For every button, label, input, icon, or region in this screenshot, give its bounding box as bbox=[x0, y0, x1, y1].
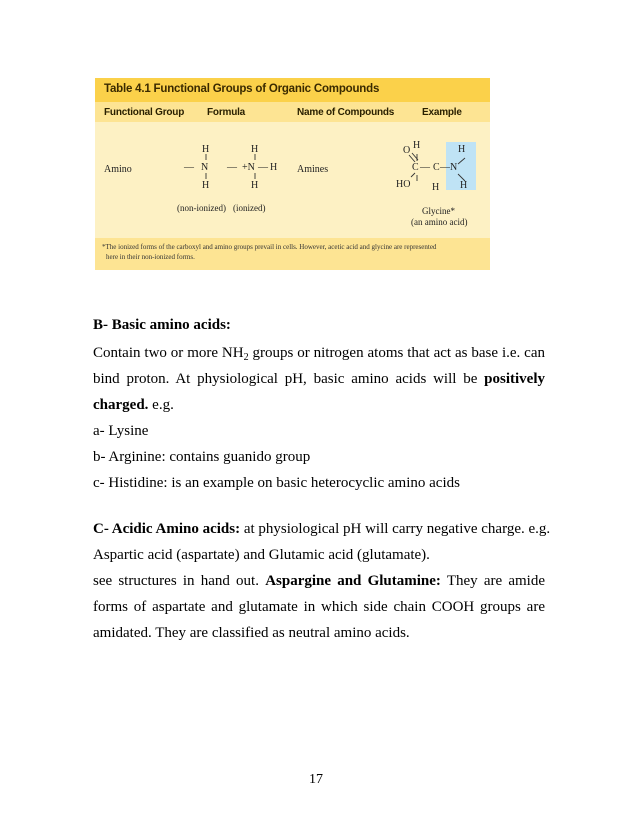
caption-amino-acid: (an amino acid) bbox=[411, 217, 468, 227]
atom-ho: HO bbox=[396, 179, 411, 190]
atom-h: H bbox=[460, 180, 468, 191]
table-title: Table 4.1 Functional Groups of Organic Compounds bbox=[104, 83, 380, 95]
atom-n: N bbox=[450, 162, 458, 173]
section-b-heading: B- Basic amino acids: bbox=[93, 317, 231, 333]
paragraph-line: charged. e.g. bbox=[93, 397, 174, 413]
bond-dash: — bbox=[184, 162, 194, 173]
page-number: 17 bbox=[309, 772, 323, 787]
bond-dash: — bbox=[258, 162, 268, 173]
atom-n: N bbox=[201, 162, 209, 173]
footnote-line-1: *The ionized forms of the carboxyl and amino groups prevail in cells. However, acetic acid and glycine are represented bbox=[102, 243, 437, 251]
paragraph-line: forms of aspartate and glutamate in which side chain COOH groups are bbox=[93, 599, 545, 615]
bond-dash: — bbox=[440, 162, 450, 173]
atom-h: H bbox=[251, 144, 259, 155]
atom-h: H bbox=[202, 180, 210, 191]
paragraph-line: bind proton. At physiological pH, basic amino acids will be positively bbox=[93, 371, 545, 387]
atom-h: H bbox=[413, 140, 421, 151]
atom-c: C bbox=[433, 162, 440, 173]
header-functional-group: Functional Group bbox=[104, 107, 185, 118]
header-example: Example bbox=[422, 107, 462, 118]
header-name-of-compounds: Name of Compounds bbox=[297, 107, 395, 118]
list-item: c- Histidine: is an example on basic heterocyclic amino acids bbox=[93, 475, 460, 491]
section-c-first-line: C- Acidic Amino acids: at physiological pH will carry negative charge. e.g. bbox=[93, 521, 551, 537]
paragraph-line: Aspartic acid (aspartate) and Glutamic acid (glutamate). bbox=[93, 547, 430, 563]
atom-h: H bbox=[251, 180, 259, 191]
paragraph-line: amidated. They are classified as neutral amino acids. bbox=[93, 625, 410, 641]
row-compounds: Amines bbox=[297, 164, 329, 175]
atom-h: H bbox=[270, 162, 278, 173]
caption-glycine: Glycine* bbox=[422, 206, 455, 216]
caption-non-ionized: (non-ionized) bbox=[177, 203, 226, 213]
atom-plus-n: +N bbox=[242, 162, 255, 173]
paragraph-line: Contain two or more $NH_2$ groups or nitrogen atoms that act as base i.e. can bbox=[93, 345, 545, 363]
list-item: b- Arginine: contains guanido group bbox=[93, 449, 311, 465]
paragraph-line: see structures in hand out. Aspargine and Glutamine: They are amide bbox=[93, 573, 546, 589]
footnote-line-2: here in their non-ionized forms. bbox=[106, 253, 195, 261]
header-formula: Formula bbox=[207, 107, 246, 118]
table-figure bbox=[95, 78, 490, 270]
bond-dash: — bbox=[227, 162, 237, 173]
atom-h: H bbox=[202, 144, 210, 155]
bond-dash: — bbox=[420, 162, 430, 173]
table-footnote-area bbox=[95, 238, 490, 270]
atom-c: C bbox=[412, 162, 419, 173]
atom-h: H bbox=[458, 144, 466, 155]
row-functional-group: Amino bbox=[104, 164, 132, 175]
list-item: a- Lysine bbox=[93, 423, 149, 439]
atom-o: O bbox=[403, 145, 411, 156]
atom-h: H bbox=[432, 182, 440, 193]
caption-ionized: (ionized) bbox=[233, 203, 266, 213]
